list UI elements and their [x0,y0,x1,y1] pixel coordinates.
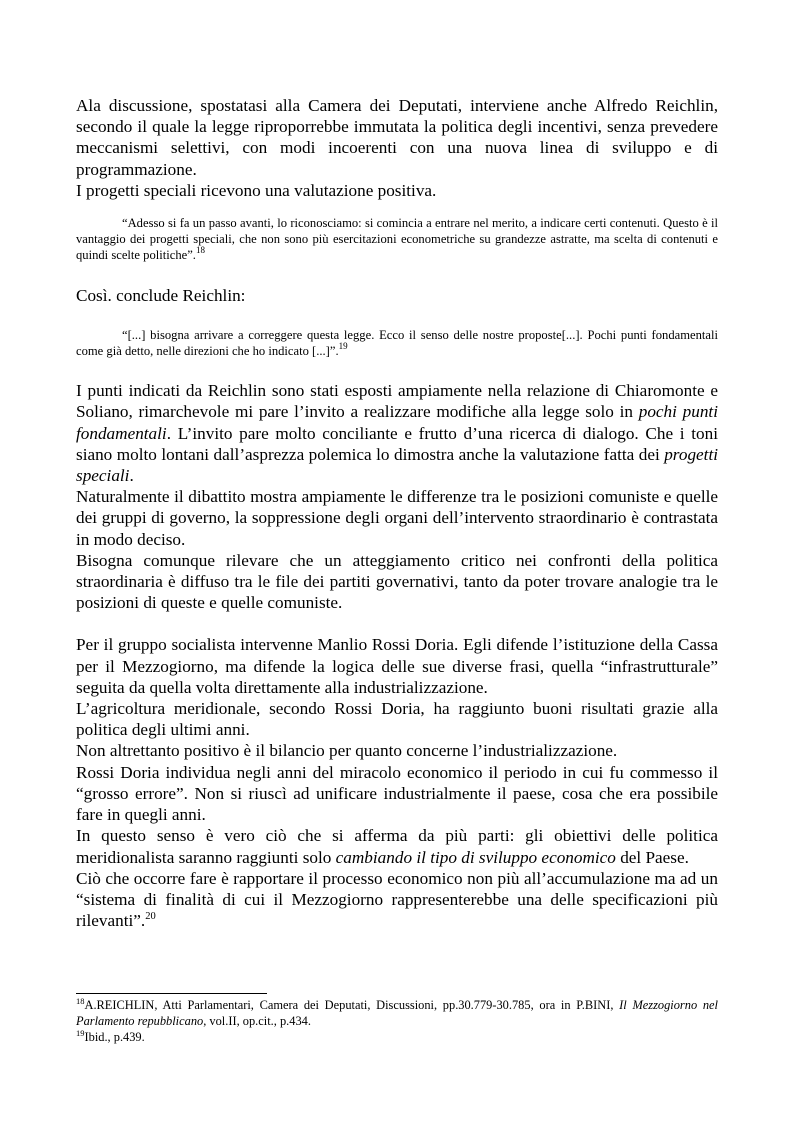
text: Ala discussione, spostatasi alla Camera dei Deputati, interviene anche Alfredo Reichlin, secondo il quale la legge riproporrebbe immutata la politica degli incentivi, senza prevedere meccanismi selettivi, con modi incoerenti con una nuova linea di sviluppo e di programmazione. [76,96,718,179]
text: Ciò che occorre fare è rapportare il processo economico non più all’accumulazione ma ad un “sistema di finalità di cui il Mezzogiorno rappresenterebbe una delle specificazioni più rilevanti”. [76,868,718,931]
paragraph-punti-indicati [76,380,718,486]
footnote-ref-19: 19 [338,341,348,352]
footnotes [76,998,718,1045]
paragraph-bisogna [76,550,718,614]
block-quote-2 [76,327,718,359]
paragraph-naturalmente [76,486,718,550]
paragraph-agricoltura [76,698,718,740]
text: del Paese. [615,847,689,867]
paragraph-cio-che-occorre [76,868,718,932]
block-quote-1 [76,215,718,264]
footnote-text: Ibid., p.439. [84,1029,145,1044]
text: Per il gruppo socialista intervenne Manlio Rossi Doria. Egli difende l’istituzione della Cassa per il Mezzogiorno, ma difende la logica delle sue diverse frasi, quella “infrastrutturale” seguita da quella volta direttamente alla industrializzazione. [76,635,718,697]
text: Non altrettanto positivo è il bilancio per quanto concerne l’industrializzazione. [76,741,618,761]
text: In questo senso è vero ciò che si afferma da più parti: gli obiettivi delle politica meridionalista saranno raggiunti solo [76,826,718,867]
text: L’agricoltura meridionale, secondo Rossi Doria, ha raggiunto buoni risultati grazie alla politica degli ultimi anni. [76,699,718,740]
text: I progetti speciali ricevono una valutazione positiva. [76,180,437,200]
text: Bisogna comunque rilevare che un atteggiamento critico nei confronti della politica straordinaria è diffuso tra le file dei partiti governativi, tanto da poter trovare analogie tra le posizioni di queste e quelle comuniste. [76,550,718,613]
footnote-number: 18 [76,996,85,1006]
footnote-19 [76,1027,718,1046]
footnote-title: Il Mezzogiorno nel Parlamento repubblicano [76,998,718,1028]
paragraph-non-altrettanto [76,740,718,761]
paragraph-progetti-speciali [76,180,718,201]
text: . L’invito pare molto conciliante e frutto d’una ricerca di dialogo. Che i toni siano molto lontani dall’asprezza polemica lo dimostra anche la valutazione fatta dei [76,423,718,464]
emphasis: progetti speciali [76,444,718,486]
paragraph-conclude [76,285,718,306]
document-body [76,95,718,931]
footnote-ref-20: 20 [145,911,156,923]
emphasis: cambiando il tipo di sviluppo economico [335,847,616,867]
footnote-18 [76,998,718,1030]
footnote-number: 19 [76,1027,85,1038]
text: . [129,466,134,486]
quote-text: “[...] bisogna arrivare a correggere questa legge. Ecco il senso delle nostre proposte[...]. Pochi punti fondamentali come già detto, nelle direzioni che ho indicato [...]”. [76,327,718,359]
footnote-divider [76,993,267,994]
footnote-text: A.REICHLIN, Atti Parlamentari, Camera dei Deputati, Discussioni, pp.30.779-30.785, ora in P.BINI, [84,998,620,1012]
footnote-text: , vol.II, op.cit., p.434. [203,1013,311,1028]
footnote-ref-18: 18 [195,245,205,256]
paragraph-in-questo-senso [76,825,718,867]
text: I punti indicati da Reichlin sono stati esposti ampiamente nella relazione di Chiaromonte e Soliano, rimarchevole mi pare l’invito a realizzare modifiche alla legge solo in [76,381,718,422]
paragraph-rossi-doria [76,762,718,826]
paragraph-gruppo-socialista [76,634,718,698]
quote-text: “Adesso si fa un passo avanti, lo riconosciamo: si comincia a entrare nel merito, a indicare certi contenuti. Questo è il vantaggio dei progetti speciali, che non sono più esercitazioni econometriche su grandezze astratte, ma scelta di contenuti e quindi scelte politiche”. [76,216,718,263]
text: Rossi Doria individua negli anni del miracolo economico il periodo in cui fu commesso il “grosso errore”. Non si riuscì ad unificare industrialmente il paese, cosa che era possibile fare in quegli anni. [76,762,718,825]
text: Così. conclude Reichlin: [76,285,246,305]
text: Naturalmente il dibattito mostra ampiamente le differenze tra le posizioni comuniste e quelle dei gruppi di governo, la soppressione degli organi dell’intervento straordinario è contrastata in modo deciso. [76,487,718,549]
paragraph-reichlin-intro [76,95,718,180]
emphasis: pochi punti fondamentali [76,402,718,443]
